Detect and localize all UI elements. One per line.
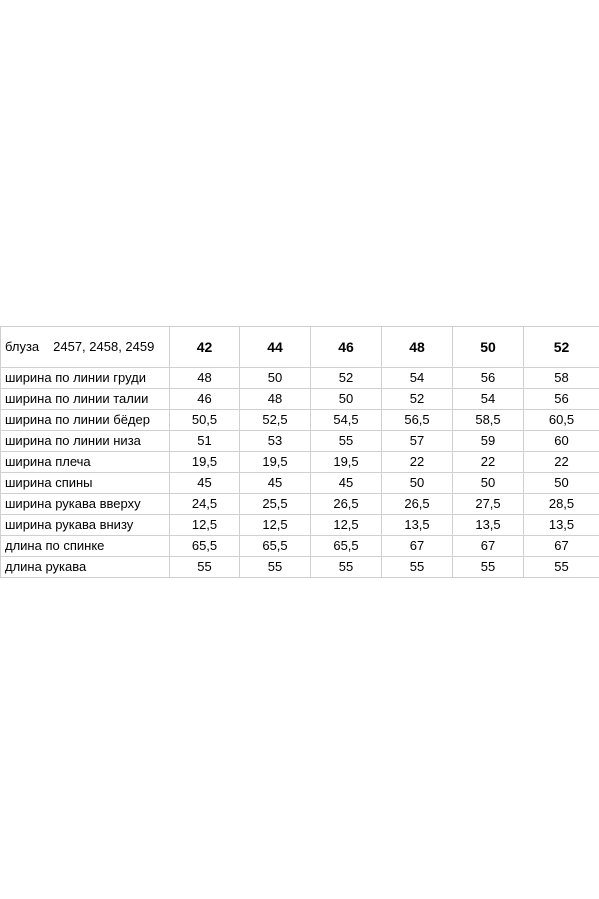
measurement-value: 55	[311, 557, 382, 578]
measurement-label: ширина плеча	[1, 452, 170, 473]
measurement-value: 45	[311, 473, 382, 494]
measurement-value: 65,5	[240, 536, 311, 557]
measurement-value: 67	[453, 536, 524, 557]
product-name: блуза	[5, 339, 40, 354]
measurement-label: ширина по линии бёдер	[1, 410, 170, 431]
measurement-value: 55	[240, 557, 311, 578]
measurement-value: 52	[311, 368, 382, 389]
measurement-value: 60	[524, 431, 599, 452]
measurement-value: 48	[170, 368, 240, 389]
measurement-value: 50	[240, 368, 311, 389]
measurement-label: ширина спины	[1, 473, 170, 494]
table-row	[1, 368, 599, 389]
measurement-value: 24,5	[170, 494, 240, 515]
measurement-value: 53	[240, 431, 311, 452]
product-codes: 2457, 2458, 2459	[53, 339, 155, 354]
measurement-value: 58	[524, 368, 599, 389]
measurement-value: 65,5	[311, 536, 382, 557]
measurement-value: 46	[170, 389, 240, 410]
table-row	[1, 515, 599, 536]
size-header: 42	[170, 327, 240, 368]
measurement-value: 55	[311, 431, 382, 452]
measurement-label: ширина по линии низа	[1, 431, 170, 452]
measurement-value: 56,5	[382, 410, 453, 431]
measurement-value: 57	[382, 431, 453, 452]
measurement-value: 19,5	[311, 452, 382, 473]
table-row	[1, 536, 599, 557]
measurement-value: 12,5	[170, 515, 240, 536]
table-row	[1, 473, 599, 494]
size-header: 46	[311, 327, 382, 368]
measurement-value: 55	[453, 557, 524, 578]
measurement-value: 50	[311, 389, 382, 410]
measurement-value: 25,5	[240, 494, 311, 515]
measurement-value: 67	[524, 536, 599, 557]
measurement-value: 50	[382, 473, 453, 494]
measurement-value: 12,5	[311, 515, 382, 536]
measurement-value: 52	[382, 389, 453, 410]
measurement-value: 48	[240, 389, 311, 410]
measurement-value: 22	[382, 452, 453, 473]
measurement-value: 13,5	[453, 515, 524, 536]
table-row	[1, 557, 599, 578]
measurement-value: 27,5	[453, 494, 524, 515]
measurement-value: 50	[524, 473, 599, 494]
size-chart-table	[0, 326, 599, 578]
table-row	[1, 389, 599, 410]
measurement-value: 26,5	[382, 494, 453, 515]
measurement-value: 65,5	[170, 536, 240, 557]
measurement-value: 56	[453, 368, 524, 389]
measurement-value: 60,5	[524, 410, 599, 431]
measurement-value: 22	[453, 452, 524, 473]
measurement-value: 19,5	[170, 452, 240, 473]
measurement-label: ширина по линии груди	[1, 368, 170, 389]
measurement-label: ширина рукава вверху	[1, 494, 170, 515]
measurement-value: 26,5	[311, 494, 382, 515]
measurement-value: 22	[524, 452, 599, 473]
measurement-value: 59	[453, 431, 524, 452]
measurement-value: 54	[382, 368, 453, 389]
size-header: 48	[382, 327, 453, 368]
measurement-value: 28,5	[524, 494, 599, 515]
size-header: 52	[524, 327, 599, 368]
size-header: 44	[240, 327, 311, 368]
header-row	[1, 327, 599, 368]
measurement-value: 19,5	[240, 452, 311, 473]
measurement-label: ширина рукава внизу	[1, 515, 170, 536]
product-header-cell	[1, 327, 170, 368]
measurement-value: 45	[240, 473, 311, 494]
measurement-value: 45	[170, 473, 240, 494]
measurement-value: 13,5	[382, 515, 453, 536]
measurement-value: 55	[382, 557, 453, 578]
measurement-value: 58,5	[453, 410, 524, 431]
table-row	[1, 410, 599, 431]
measurement-label: длина рукава	[1, 557, 170, 578]
measurement-value: 52,5	[240, 410, 311, 431]
size-header: 50	[453, 327, 524, 368]
measurement-value: 12,5	[240, 515, 311, 536]
measurement-value: 54	[453, 389, 524, 410]
measurement-value: 54,5	[311, 410, 382, 431]
measurement-value: 55	[524, 557, 599, 578]
measurement-value: 56	[524, 389, 599, 410]
measurement-value: 13,5	[524, 515, 599, 536]
measurement-value: 50	[453, 473, 524, 494]
measurement-value: 55	[170, 557, 240, 578]
measurement-label: длина по спинке	[1, 536, 170, 557]
measurement-value: 67	[382, 536, 453, 557]
measurement-value: 51	[170, 431, 240, 452]
table-row	[1, 452, 599, 473]
table-row	[1, 431, 599, 452]
measurement-label: ширина по линии талии	[1, 389, 170, 410]
measurement-value: 50,5	[170, 410, 240, 431]
table-row	[1, 494, 599, 515]
